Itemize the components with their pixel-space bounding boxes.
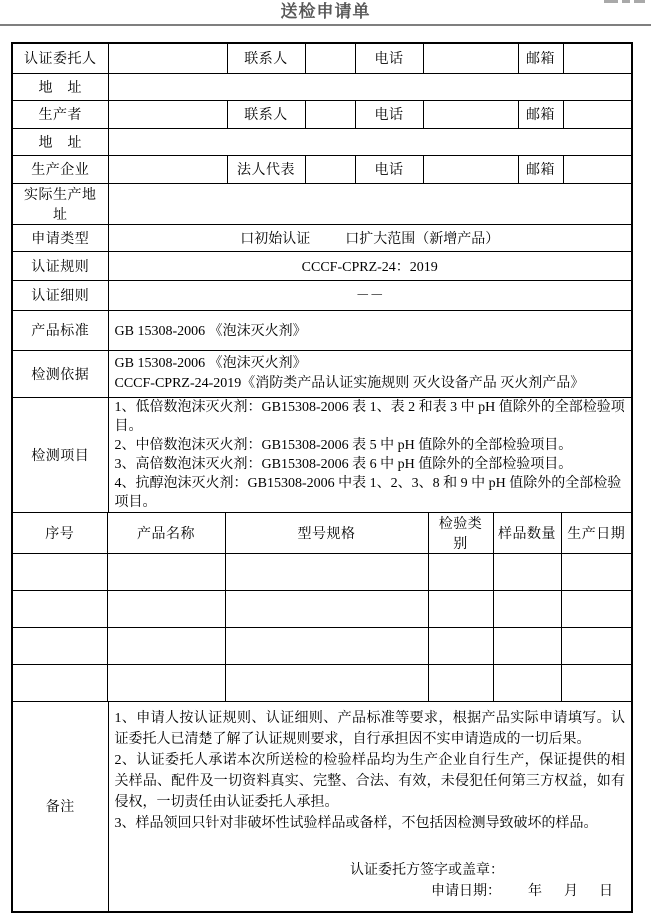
application-type-row: [13, 224, 631, 251]
product-cell-empty[interactable]: [225, 627, 428, 664]
certification-detail-rule-row: [13, 280, 631, 310]
producer-phone-label: 电话: [355, 100, 423, 128]
testing-item-4: 4、抗醇泡沫灭火剂：GB15308-2006 中表 1、2、3、8 和 9 中 pH 值除外的全部检验项目。: [114, 475, 622, 510]
testing-basis-row: [13, 350, 631, 397]
header-model-spec: 型号规格: [225, 513, 428, 554]
product-cell-empty[interactable]: [107, 553, 225, 590]
option-expand-scope[interactable]: 口扩大范围（新增产品）: [345, 231, 500, 247]
remarks-item-2: 2、认证委托人承诺本次所送检的检验样品均为生产企业自行生产，保证提供的相关样品、配件及一切资料真实、完整、合法、有效，未侵犯任何第三方权益，如有侵权，一切责任由认证委托人承担。: [114, 752, 625, 810]
manufacturer-label: 生产企业: [13, 155, 108, 183]
consignor-phone-input-cell[interactable]: [423, 44, 518, 73]
product-cell-empty[interactable]: [13, 627, 107, 664]
producer-address-row: [13, 128, 631, 155]
certification-detail-rule-label: 认证细则: [13, 280, 108, 310]
legal-rep-label: 法人代表: [227, 155, 305, 183]
manufacturer-phone-label: 电话: [355, 155, 423, 183]
product-cell-empty[interactable]: [493, 627, 561, 664]
remarks-table: [13, 702, 631, 911]
product-row: [13, 590, 631, 627]
manufacturer-email-input-cell[interactable]: [563, 155, 631, 183]
consignor-label: 认证委托人: [13, 44, 108, 73]
signature-block: [115, 860, 626, 902]
product-cell-empty[interactable]: [107, 590, 225, 627]
product-cell-empty[interactable]: [225, 590, 428, 627]
party-info-table: [13, 44, 631, 513]
certification-rule-row: [13, 251, 631, 280]
testing-basis-line1: GB 15308-2006 《泡沫灭火剂》: [114, 355, 307, 371]
consignor-phone-label: 电话: [355, 44, 423, 73]
actual-production-address-input-cell[interactable]: [108, 183, 631, 224]
testing-basis-label: 检测依据: [13, 350, 108, 397]
remarks-content: [108, 702, 631, 911]
product-cell-empty[interactable]: [13, 590, 107, 627]
certification-rule-label: 认证规则: [13, 251, 108, 280]
producer-contact-input-cell[interactable]: [305, 100, 355, 128]
consignor-address-label: 地 址: [13, 73, 108, 100]
certification-rule-value: CCCF-CPRZ-24：2019: [108, 251, 631, 280]
consignor-row: [13, 44, 631, 73]
product-table: [13, 513, 631, 702]
testing-items-value: [108, 397, 631, 512]
producer-contact-label: 联系人: [227, 100, 305, 128]
testing-item-3: 3、高倍数泡沫灭火剂：GB15308-2006 表 6 中 pH 值除外的全部检验项目。: [114, 456, 573, 472]
product-cell-empty[interactable]: [428, 664, 493, 701]
product-cell-empty[interactable]: [13, 664, 107, 701]
date-year-label: 年: [528, 883, 542, 899]
remarks-item-1: 1、申请人按认证规则、认证细则、产品标准等要求，根据产品实际申请填写。认证委托人已清楚了解了认证规则要求，自行承担因不实申请造成的一切后果。: [114, 710, 625, 747]
application-date-line: [115, 881, 626, 902]
testing-item-1: 1、低倍数泡沫灭火剂：GB15308-2006 表 1、表 2 和表 3 中 pH 值除外的全部检验项目。: [114, 399, 625, 434]
consignor-contact-label: 联系人: [227, 44, 305, 73]
producer-address-label: 地 址: [13, 128, 108, 155]
product-cell-empty[interactable]: [493, 664, 561, 701]
manufacturer-phone-input-cell[interactable]: [423, 155, 518, 183]
testing-basis-line2: CCCF-CPRZ-24-2019《消防类产品认证实施规则 灭火设备产品 灭火剂产品》: [114, 375, 585, 391]
product-cell-empty[interactable]: [225, 664, 428, 701]
manufacturer-row: [13, 155, 631, 183]
header-serial-number: 序号: [13, 513, 107, 554]
date-month-label: 月: [564, 883, 578, 899]
testing-items-row: [13, 397, 631, 512]
producer-input-cell[interactable]: [108, 100, 227, 128]
legal-rep-input-cell[interactable]: [305, 155, 355, 183]
product-standard-row: [13, 310, 631, 350]
remarks-row: [13, 702, 631, 911]
testing-basis-value: [108, 350, 631, 397]
product-row: [13, 553, 631, 590]
consignor-address-row: [13, 73, 631, 100]
product-cell-empty[interactable]: [107, 664, 225, 701]
product-cell-empty[interactable]: [493, 590, 561, 627]
consignor-contact-input-cell[interactable]: [305, 44, 355, 73]
actual-production-address-row: [13, 183, 631, 224]
product-row: [13, 627, 631, 664]
testing-items-label: 检测项目: [13, 397, 108, 512]
producer-address-input-cell[interactable]: [108, 128, 631, 155]
manufacturer-input-cell[interactable]: [108, 155, 227, 183]
header-sample-quantity: 样品数量: [493, 513, 561, 554]
header-product-name: 产品名称: [107, 513, 225, 554]
application-date-label: 申请日期：: [431, 883, 501, 899]
product-cell-empty[interactable]: [225, 553, 428, 590]
product-cell-empty[interactable]: [493, 553, 561, 590]
page-title: 送检申请单: [280, 2, 371, 21]
producer-email-label: 邮箱: [518, 100, 563, 128]
signature-label: 认证委托方签字或盖章：: [350, 862, 504, 878]
header-production-date: 生产日期: [561, 513, 631, 554]
product-cell-empty[interactable]: [428, 590, 493, 627]
remarks-label: 备注: [13, 702, 108, 911]
product-row: [13, 664, 631, 701]
producer-label: 生产者: [13, 100, 108, 128]
testing-item-2: 2、中倍数泡沫灭火剂：GB15308-2006 表 5 中 pH 值除外的全部检验项目。: [114, 437, 573, 453]
product-standard-label: 产品标准: [13, 310, 108, 350]
actual-production-address-label: 实际生产地址: [13, 183, 108, 224]
date-day-label: 日: [599, 883, 613, 899]
certification-detail-rule-value: －－: [108, 280, 631, 310]
application-type-options-cell: [108, 224, 631, 251]
product-cell-empty[interactable]: [13, 553, 107, 590]
remarks-item-3: 3、样品领回只针对非破坏性试验样品或备样，不包括因检测导致破坏的样品。: [114, 815, 598, 831]
product-cell-empty[interactable]: [561, 664, 631, 701]
cut-off-text-fragment: [600, 0, 645, 4]
option-initial-certification[interactable]: 口初始认证: [240, 231, 311, 247]
product-table-header-row: [13, 513, 631, 554]
product-cell-empty[interactable]: [561, 627, 631, 664]
consignor-address-input-cell[interactable]: [108, 73, 631, 100]
product-cell-empty[interactable]: [561, 590, 631, 627]
title-divider: [0, 24, 651, 26]
producer-email-input-cell[interactable]: [563, 100, 631, 128]
product-cell-empty[interactable]: [107, 627, 225, 664]
header-inspection-category: 检验类别: [428, 513, 493, 554]
manufacturer-email-label: 邮箱: [518, 155, 563, 183]
product-cell-empty[interactable]: [428, 627, 493, 664]
application-type-label: 申请类型: [13, 224, 108, 251]
product-standard-value: GB 15308-2006 《泡沫灭火剂》: [108, 310, 631, 350]
producer-row: [13, 100, 631, 128]
application-form: [11, 42, 633, 913]
consignor-input-cell[interactable]: [108, 44, 227, 73]
consignor-email-label: 邮箱: [518, 44, 563, 73]
consignor-email-input-cell[interactable]: [563, 44, 631, 73]
product-cell-empty[interactable]: [561, 553, 631, 590]
product-cell-empty[interactable]: [428, 553, 493, 590]
producer-phone-input-cell[interactable]: [423, 100, 518, 128]
